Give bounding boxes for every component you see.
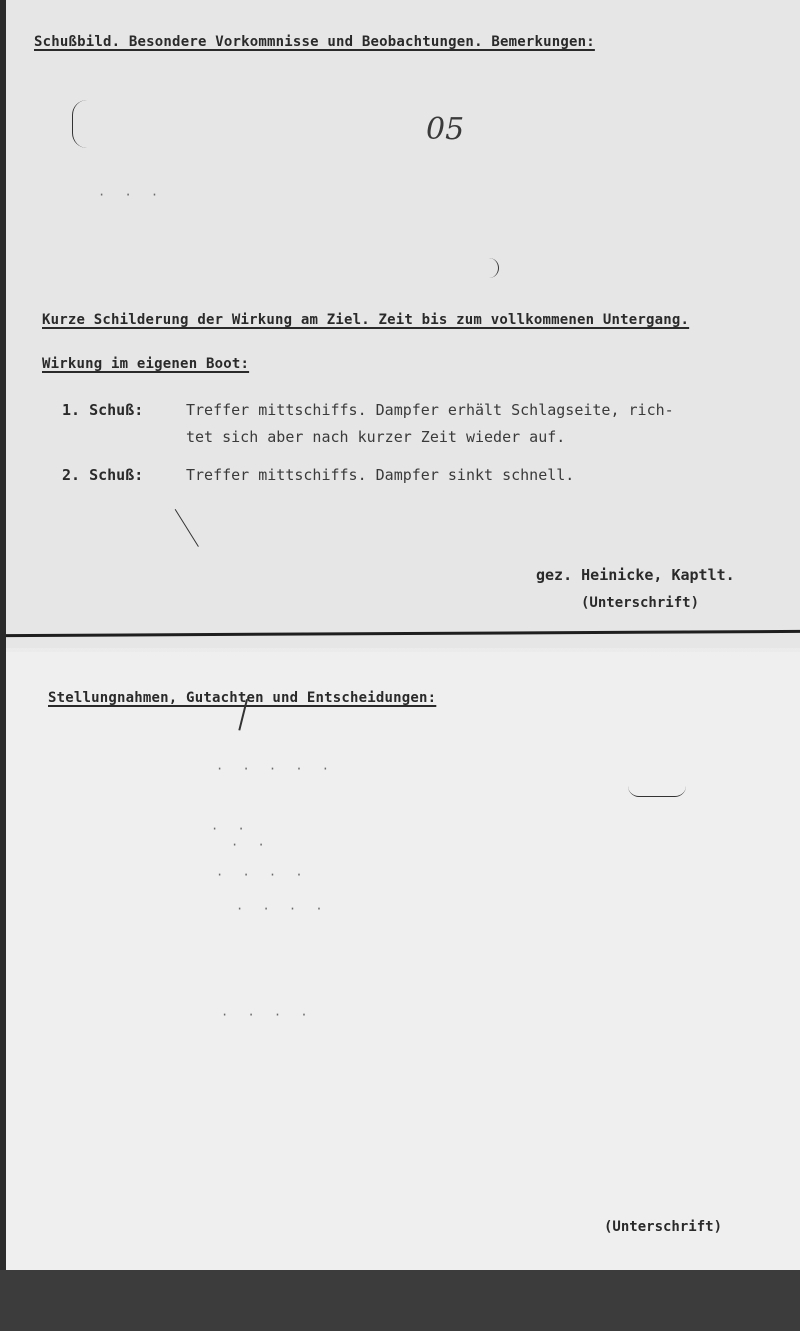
review-heading: Stellungnahmen, Gutachten und Entscheidungen: xyxy=(48,690,437,706)
shot-1-text-line2: tet sich aber nach kurzer Zeit wieder auf. xyxy=(186,428,566,446)
signature-caption-upper: (Unterschrift) xyxy=(581,595,700,611)
effect-subheading: Wirkung im eigenen Boot: xyxy=(42,356,250,372)
dot-marks: · · · · xyxy=(216,868,309,882)
signature-name: gez. Heinicke, Kaptlt. xyxy=(536,566,735,584)
pen-scratch xyxy=(628,786,686,797)
dot-marks: · · xyxy=(211,822,251,836)
pen-scratch xyxy=(72,100,87,148)
dot-marks: · · · · xyxy=(236,902,329,916)
shot-1-row xyxy=(62,401,143,419)
header-title: Schußbild. Besondere Vorkommnisse und Beobachtungen. Bemerkungen: xyxy=(34,34,595,50)
dot-marks: · · xyxy=(231,838,271,852)
shot-1-text-line1: Treffer mittschiffs. Dampfer erhält Schlagseite, rich- xyxy=(186,401,674,419)
effect-heading: Kurze Schilderung der Wirkung am Ziel. Zeit bis zum vollkommenen Untergang. xyxy=(42,312,690,328)
lower-section xyxy=(6,652,800,1270)
dot-marks: · · · · xyxy=(221,1008,314,1022)
dot-marks: · · · xyxy=(98,188,165,202)
document-sheet xyxy=(6,0,800,1270)
dot-marks: · · · · · xyxy=(216,762,336,776)
shot-2-row xyxy=(62,466,143,484)
shot-2-label: 2. Schuß: xyxy=(62,466,144,484)
signature-caption-lower: (Unterschrift) xyxy=(604,1219,723,1235)
handwritten-mark: 05 xyxy=(426,112,465,147)
shot-2-text-line1: Treffer mittschiffs. Dampfer sinkt schnell. xyxy=(186,466,575,484)
shot-1-label: 1. Schuß: xyxy=(62,401,144,419)
scan-border-bottom xyxy=(0,1270,800,1331)
